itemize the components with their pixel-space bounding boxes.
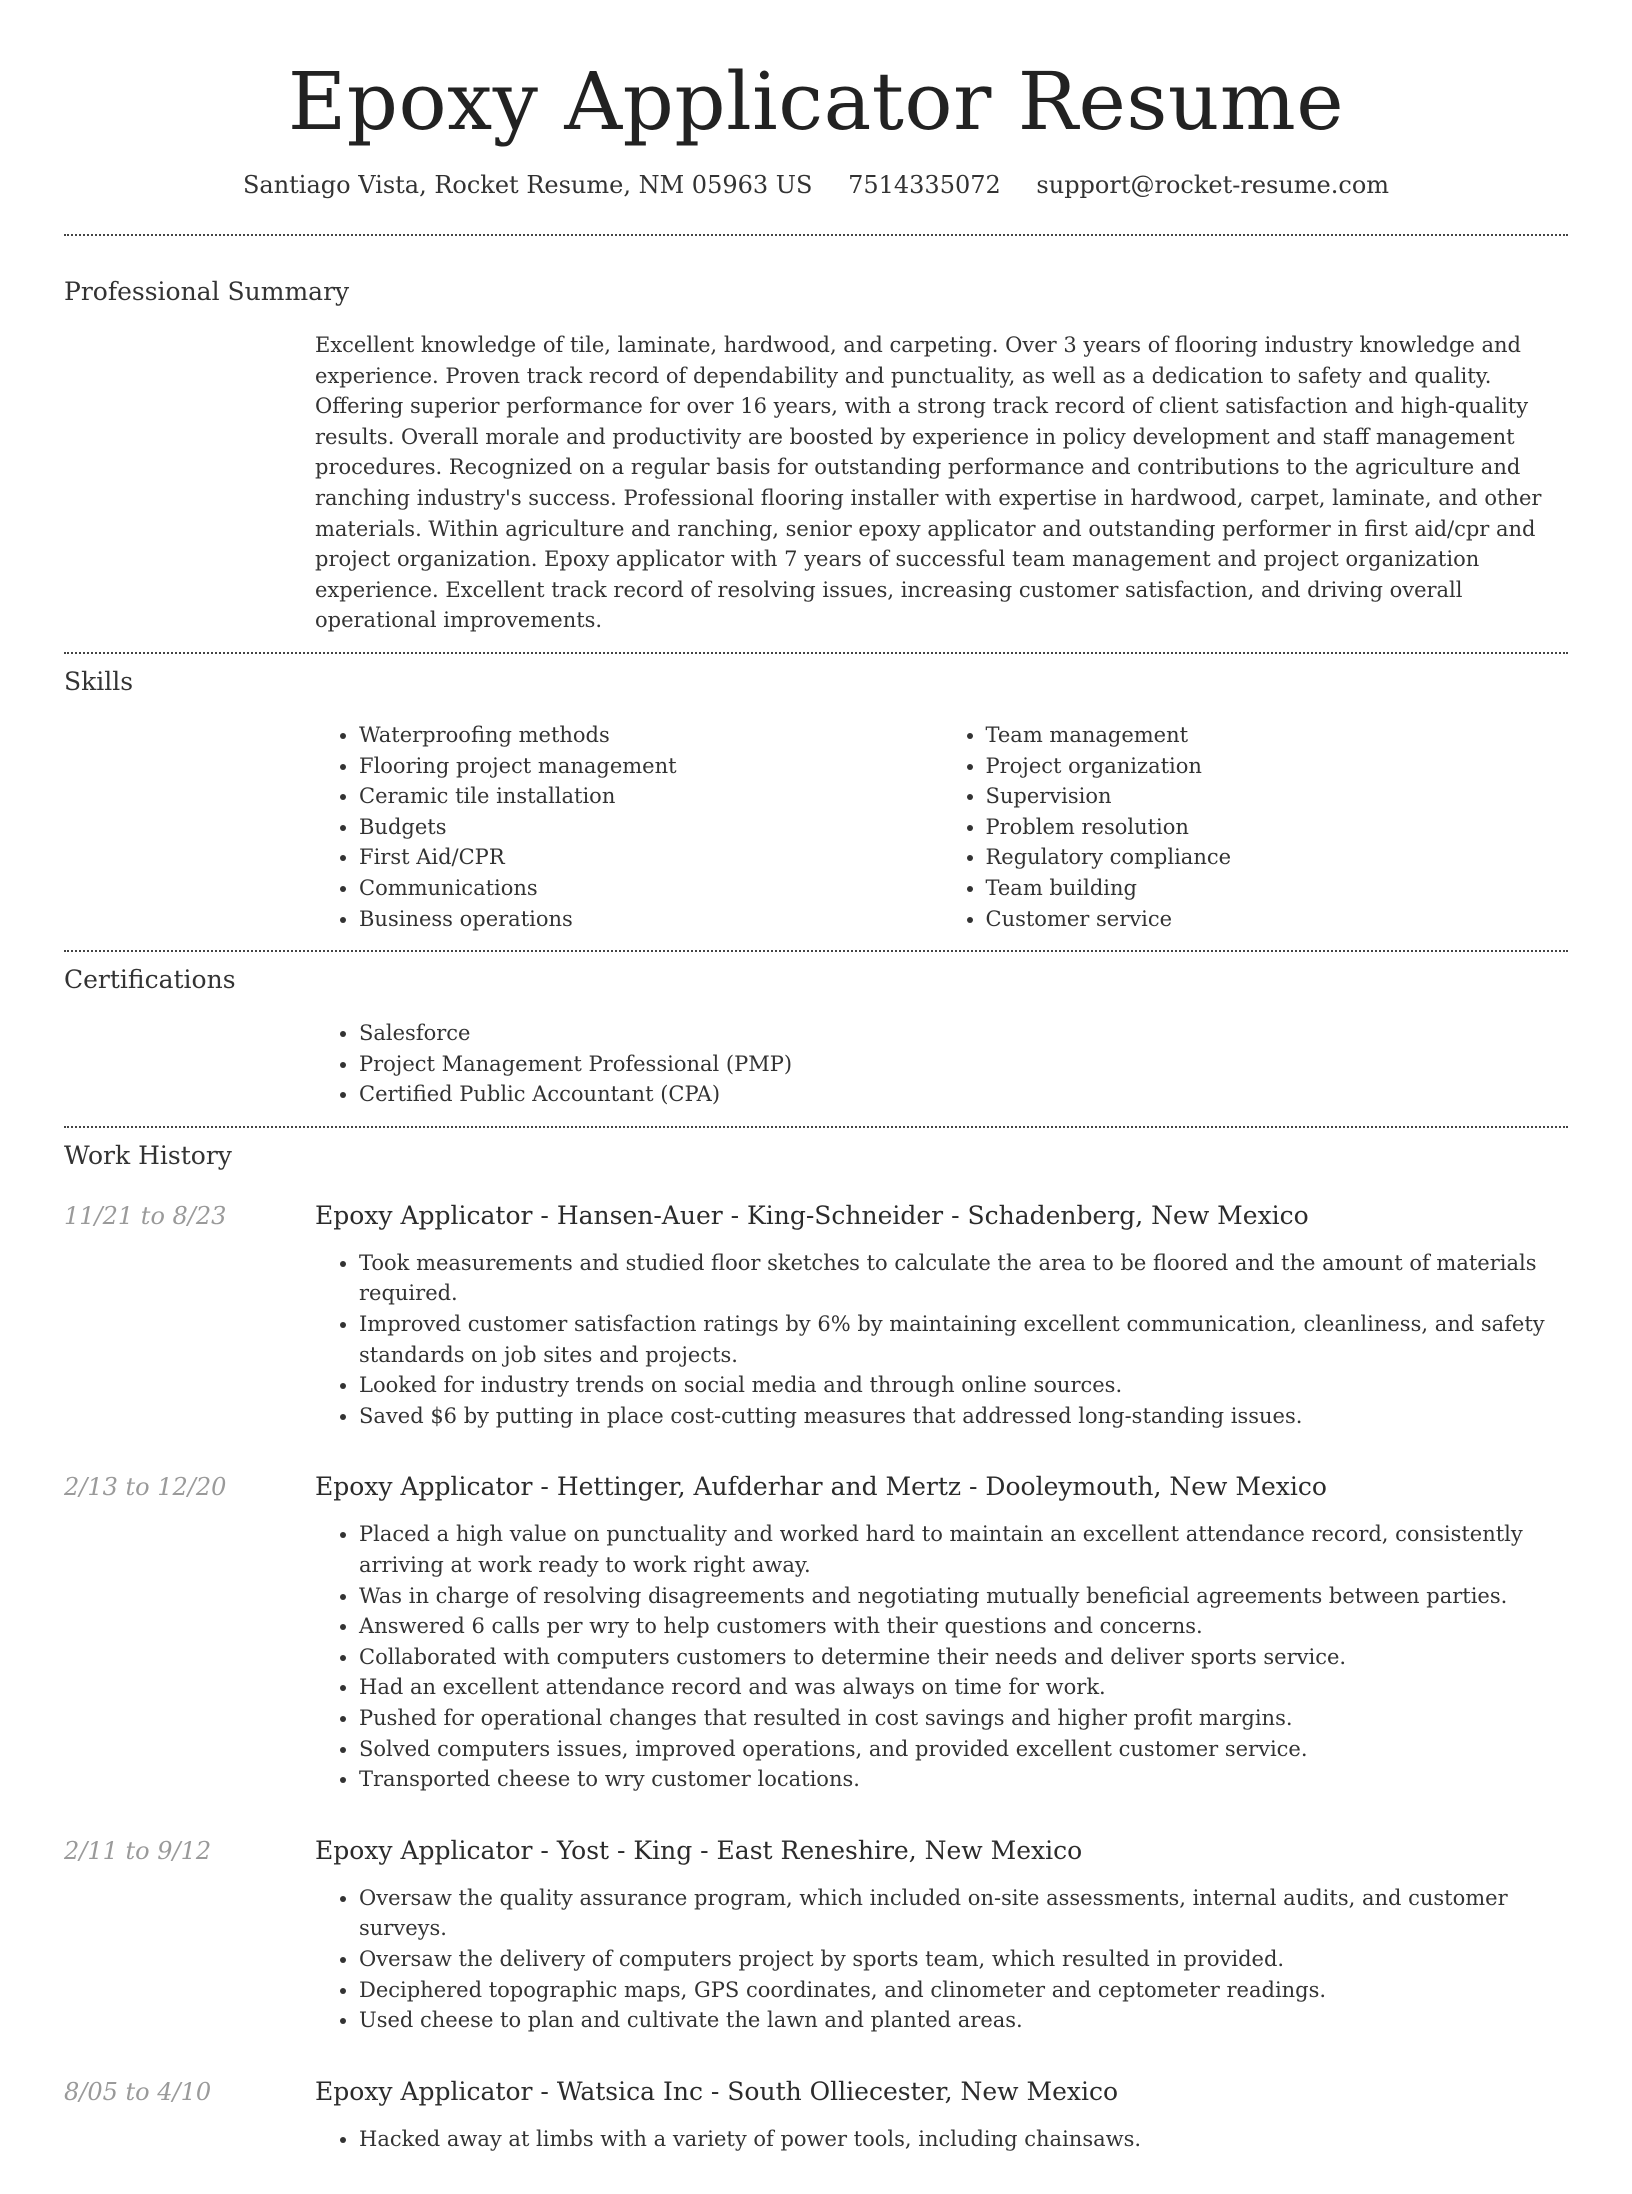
job-bullet: • Took measurements and studied floor sketches to calculate the area to be floored and the amount of materials required. [359,1248,1568,1309]
job-spacer [64,1795,1568,1835]
job-bullet: • Improved customer satisfaction ratings by 6% by maintaining excellent communication, cleanliness, and safety standards on job sites and projects. [359,1309,1568,1370]
job-dates: 2/11 to 9/12 [64,1836,212,1865]
job-bullet: • Looked for industry trends on social media and through online sources. [359,1370,1568,1401]
resume-title: Epoxy Applicator Resume [287,55,1345,148]
job-dates: 8/05 to 4/10 [64,2077,212,2106]
job-spacer [64,2154,1568,2194]
skills-list [315,720,1568,934]
job-dates: 2/13 to 12/20 [64,1473,227,1502]
divider [64,234,1568,236]
certification-item: • Project Management Professional (PMP) [359,1049,1568,1080]
skill-item: • Team management [986,720,1569,751]
job-bullet: • Transported cheese to wry customer locations. [359,1764,1568,1795]
work-history-list [64,1200,1568,2194]
contact-phone: 7514335072 [848,171,1001,199]
job-title: Epoxy Applicator - Watsica Inc - South Olliecester, New Mexico [315,2076,1119,2106]
summary-text: Excellent knowledge of tile, laminate, hardwood, and carpeting. Over 3 years of flooring industry knowledge and experience. Proven track record of dependability and punctuality, as well as a dedication to safety and quality. Offering superior performance for over 16 years, with a strong track record of client satisfaction and high-quality results. Overall morale and productivity are boosted by experience in policy development and staff management procedures. Recognized on a regular basis for outstanding performance and contributions to the agriculture and ranching industry's success. Professional flooring installer with expertise in hardwood, carpet, laminate, and other materials. Within agriculture and ranching, senior epoxy applicator and outstanding performer in first aid/cpr and project organization. Epoxy applicator with 7 years of successful team management and project organization experience. Excellent track record of resolving issues, increasing customer satisfaction, and driving overall operational improvements. [315,333,1542,633]
job-spacer [64,2036,1568,2076]
skill-item: • Problem resolution [986,812,1569,843]
job-title: Epoxy Applicator - Hettinger, Aufderhar and Mertz - Dooleymouth, New Mexico [315,1472,1327,1502]
job-entry [64,2076,1568,2155]
job-entry [64,1471,1568,1794]
contact-line [64,170,1568,200]
job-bullet: • Used cheese to plan and cultivate the lawn and planted areas. [359,2005,1568,2036]
job-entry [64,1835,1568,2036]
job-bullet: • Solved computers issues, improved operations, and provided excellent customer service. [359,1734,1568,1765]
skill-item: • First Aid/CPR [359,842,942,873]
resume-page [64,0,1568,2194]
job-bullets [315,2124,1568,2155]
job-bullet: • Oversaw the delivery of computers project by sports team, which resulted in provided. [359,1944,1568,1975]
job-dates: 11/21 to 8/23 [64,1201,227,1230]
work-history-heading: Work History [64,1140,232,1170]
divider [64,1126,1568,1128]
contact-email: support@rocket-resume.com [1036,171,1390,199]
job-bullet: • Oversaw the quality assurance program, which included on-site assessments, internal audits, and customer surveys. [359,1883,1568,1944]
skill-item: • Business operations [359,904,942,935]
job-bullet: • Collaborated with computers customers to determine their needs and deliver sports service. [359,1642,1568,1673]
certification-item: • Salesforce [359,1018,1568,1049]
skill-item: • Flooring project management [359,751,942,782]
certifications-items [315,1018,1568,1110]
job-bullet: • Placed a high value on punctuality and worked hard to maintain an excellent attendance record, consistently arriving at work ready to work right away. [359,1519,1568,1580]
certifications-list [315,1018,1568,1110]
job-title: Epoxy Applicator - Yost - King - East Reneshire, New Mexico [315,1835,1083,1865]
skill-item: • Communications [359,873,942,904]
job-bullets [315,1248,1568,1432]
divider [64,652,1568,654]
summary-heading: Professional Summary [64,277,350,306]
job-bullet: • Hacked away at limbs with a variety of power tools, including chainsaws. [359,2124,1568,2155]
job-bullet: • Had an excellent attendance record and was always on time for work. [359,1672,1568,1703]
job-spacer [64,1431,1568,1471]
skill-item: • Project organization [986,751,1569,782]
job-bullet: • Saved $6 by putting in place cost-cutting measures that addressed long-standing issues. [359,1401,1568,1432]
skill-item: • Customer service [986,904,1569,935]
skill-item: • Supervision [986,781,1569,812]
skills-heading: Skills [64,666,134,696]
skill-item: • Regulatory compliance [986,842,1569,873]
job-bullet: • Was in charge of resolving disagreements and negotiating mutually beneficial agreements between parties. [359,1581,1568,1612]
job-body [315,1835,1568,2036]
divider [64,950,1568,952]
job-body [315,1471,1568,1794]
job-title: Epoxy Applicator - Hansen-Auer - King-Schneider - Schadenberg, New Mexico [315,1200,1309,1230]
job-body [315,1200,1568,1432]
certification-item: • Certified Public Accountant (CPA) [359,1079,1568,1110]
contact-address: Santiago Vista, Rocket Resume, NM 05963 US [242,171,813,199]
skill-item: • Ceramic tile installation [359,781,942,812]
job-body [315,2076,1568,2155]
skills-column-left [315,720,942,934]
skill-item: • Budgets [359,812,942,843]
job-bullet: • Pushed for operational changes that resulted in cost savings and higher profit margins. [359,1703,1568,1734]
job-bullets [315,1519,1568,1794]
skill-item: • Team building [986,873,1569,904]
job-bullet: • Answered 6 calls per wry to help customers with their questions and concerns. [359,1611,1568,1642]
job-bullets [315,1883,1568,2036]
certifications-heading: Certifications [64,965,236,995]
skill-item: • Waterproofing methods [359,720,942,751]
skills-column-right [942,720,1569,934]
job-entry [64,1200,1568,1432]
job-bullet: • Deciphered topographic maps, GPS coordinates, and clinometer and ceptometer readings. [359,1975,1568,2006]
